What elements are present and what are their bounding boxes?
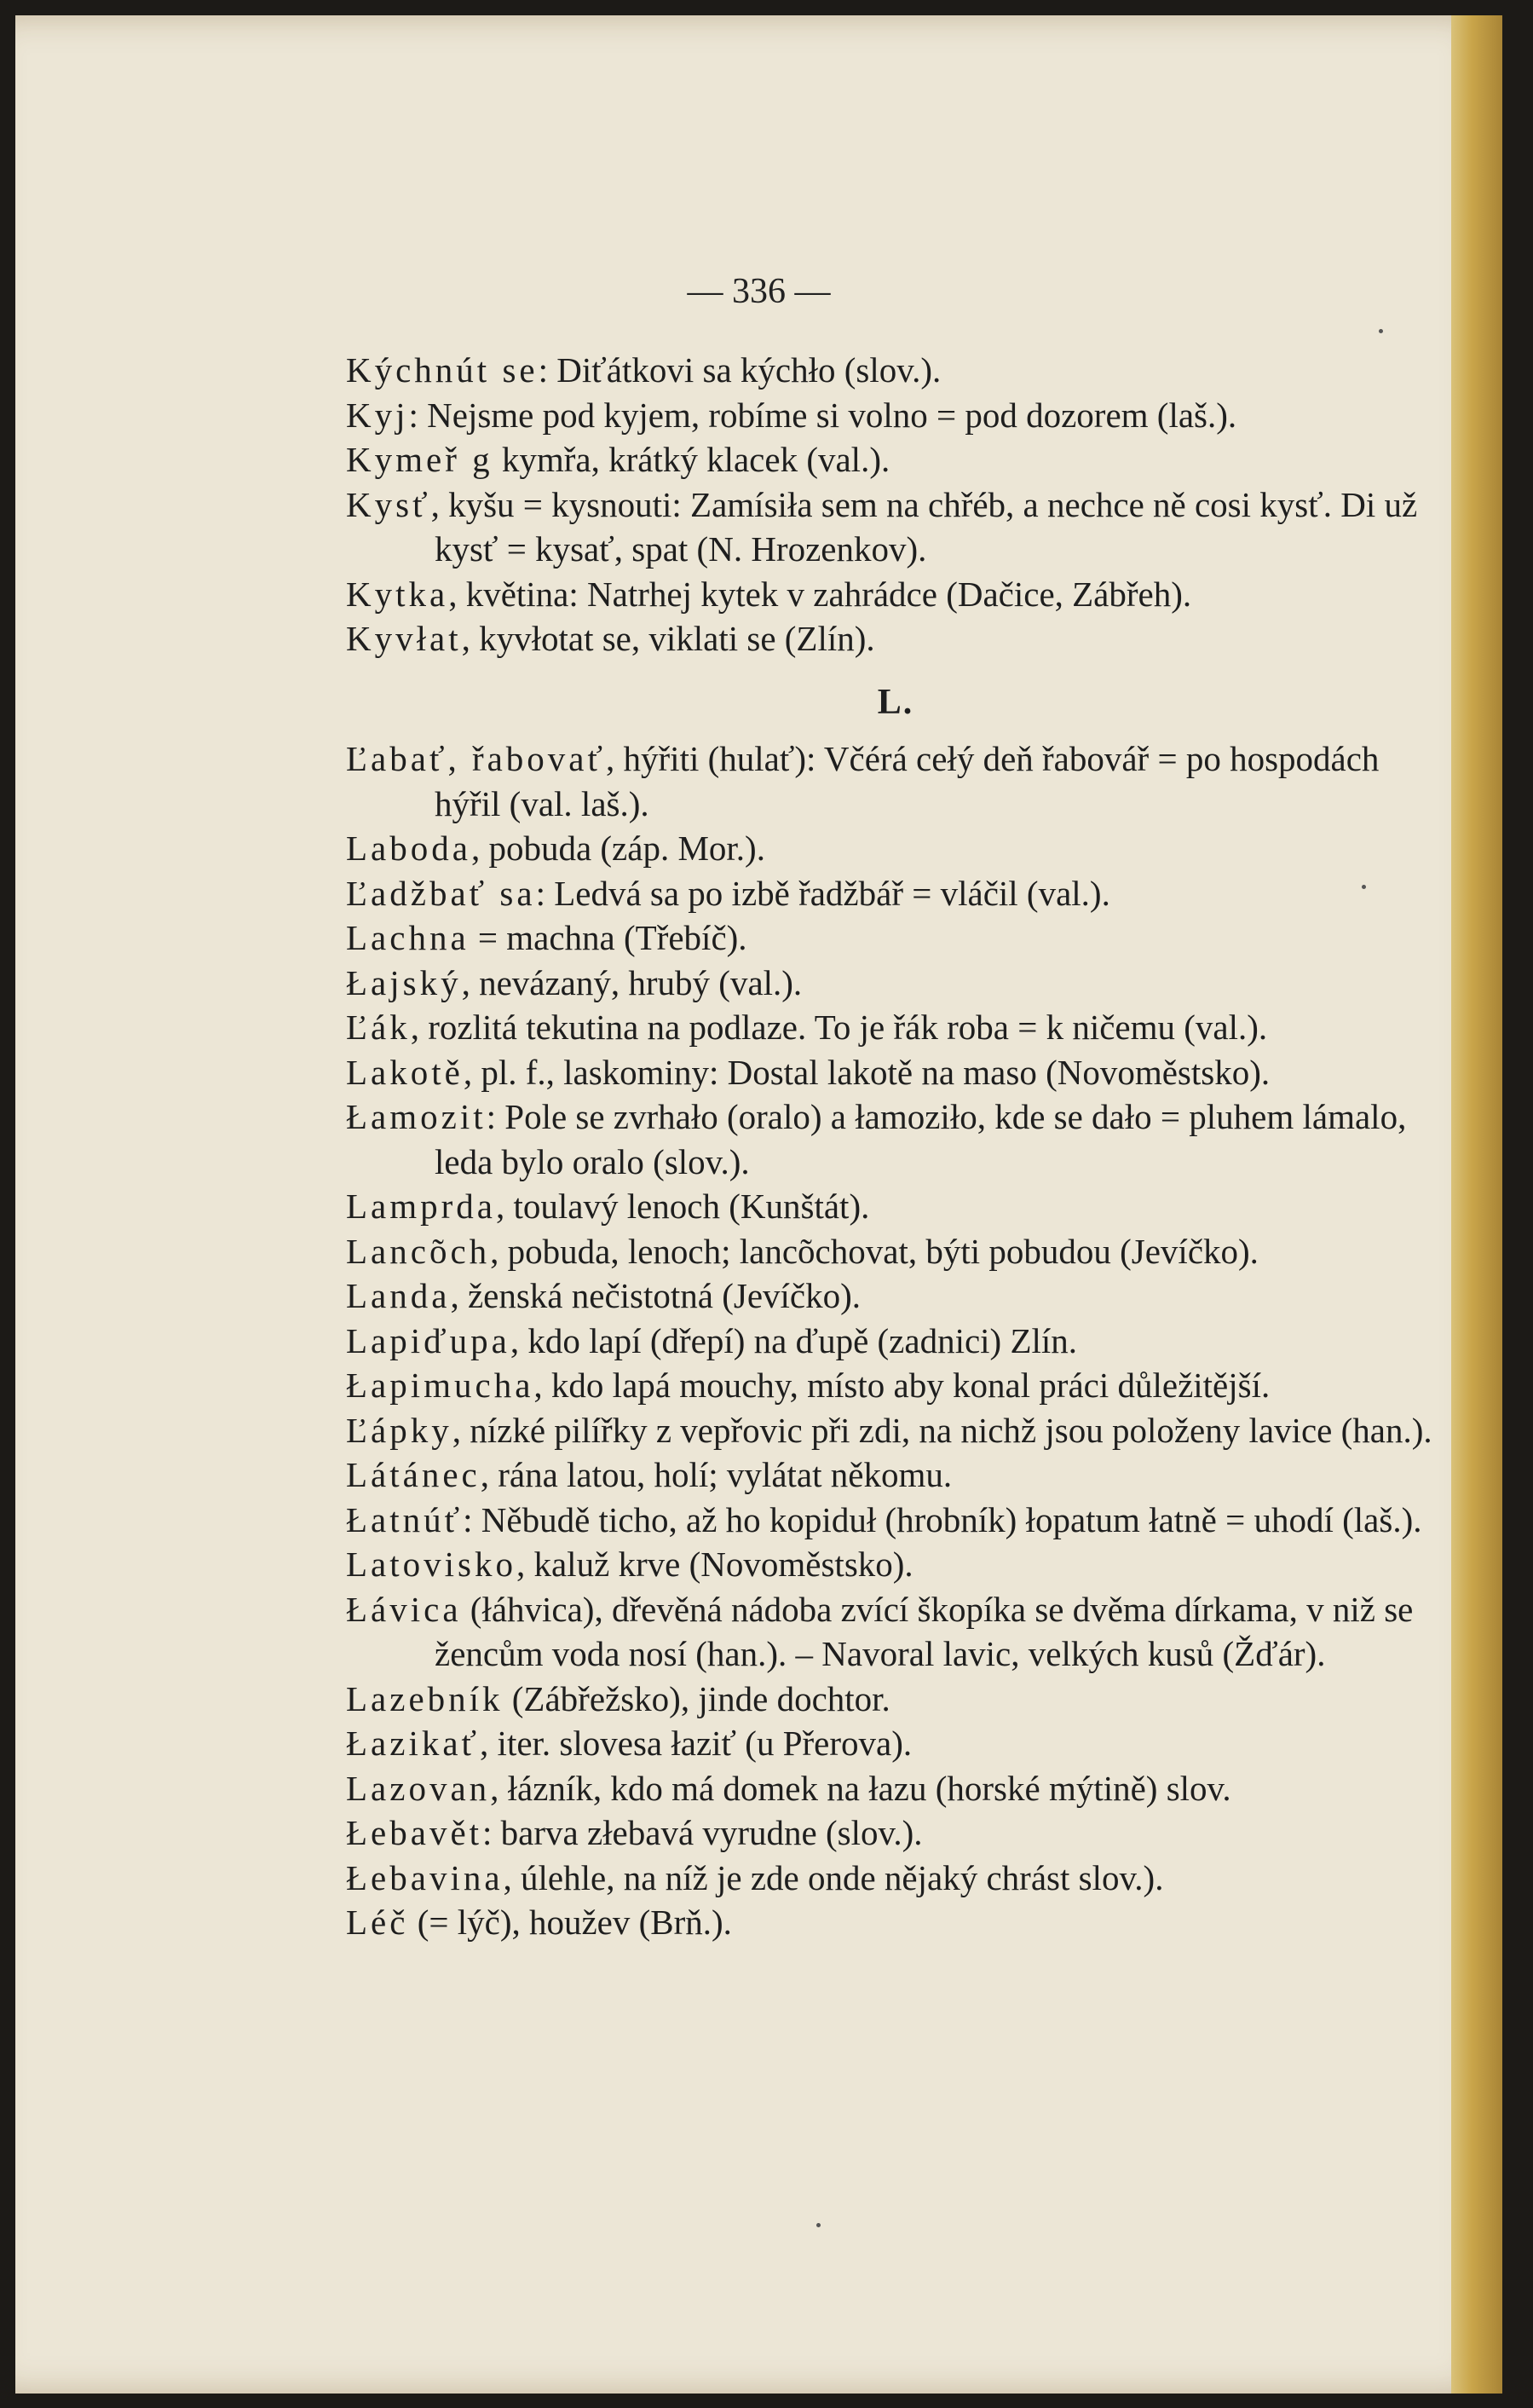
dictionary-entry <box>346 1587 1445 1677</box>
entry-definition: (= lýč), houžev (Brň.). <box>408 1903 732 1942</box>
dictionary-entry <box>346 572 1445 617</box>
entry-headword: Łazikať <box>346 1724 481 1763</box>
dictionary-entry <box>346 1498 1445 1543</box>
entry-headword: Laboda <box>346 829 471 868</box>
dictionary-text <box>346 348 1445 1945</box>
entry-definition: : Pole se zvrhało (oralo) a łamoziło, kde se dało = pluhem lámalo, leda bylo oralo (slov.). <box>435 1097 1407 1181</box>
entry-definition: , květina: Natrhej kytek v zahrádce (Dačice, Zábřeh). <box>448 574 1192 614</box>
dictionary-entry <box>346 961 1445 1006</box>
entry-headword: Kyvłat <box>346 619 462 658</box>
entry-headword: Łamozit <box>346 1097 487 1136</box>
page-edge <box>1451 15 1502 2394</box>
dictionary-entry <box>346 736 1445 826</box>
dictionary-entry <box>346 1005 1445 1050</box>
entry-definition: , úlehle, na níž je zde onde nějaký chrást slov.). <box>503 1857 1164 1897</box>
entry-definition: : barva złebavá vyrudne (slov.). <box>482 1813 923 1852</box>
entry-definition: , toulavý lenoch (Kunštát). <box>495 1187 870 1226</box>
entry-definition: = machna (Třebíč). <box>469 918 747 957</box>
entry-definition: : Diťátkovi sa kýchło (slov.). <box>538 350 942 390</box>
entry-headword: Łávica <box>346 1589 462 1629</box>
entry-definition: : Něbudě ticho, až ho kopiduł (hrobník) łopatum łatně = uhodí (laš.). <box>463 1499 1422 1539</box>
entry-definition: , nízké pilířky z vepřovic při zdi, na nichž jsou položeny lavice (han.). <box>452 1410 1432 1450</box>
entry-headword: Ľadžbať sa <box>346 873 536 913</box>
entry-definition: , rozlitá tekutina na podlaze. To je řák roba = k ničemu (val.). <box>410 1008 1268 1047</box>
entry-definition: , kaluž krve (Novoměstsko). <box>516 1545 913 1584</box>
entry-definition: : Ledvá sa po izbě řadžbář = vláčil (val.). <box>535 873 1110 913</box>
print-speck <box>1362 885 1366 889</box>
entry-definition: , nevázaný, hrubý (val.). <box>461 962 803 1002</box>
entry-definition: , pl. f., laskominy: Dostal lakotě na maso (Novoměstsko). <box>463 1052 1271 1092</box>
entry-definition: , iter. slovesa łaziť (u Přerova). <box>480 1724 913 1763</box>
dictionary-entry <box>346 1766 1445 1811</box>
entry-headword: Ľák <box>346 1008 411 1047</box>
entry-headword: Landa <box>346 1276 451 1315</box>
entry-headword: Lapiďupa <box>346 1320 510 1360</box>
entry-definition: , ženská nečistotná (Jevíčko). <box>450 1276 862 1315</box>
entry-headword: Lachna <box>346 918 470 957</box>
dictionary-entry <box>346 1184 1445 1229</box>
entry-headword: Kysť <box>346 484 431 524</box>
dictionary-entry <box>346 437 1445 482</box>
page-number: — 336 — <box>687 272 831 311</box>
dictionary-entry <box>346 393 1445 438</box>
entry-definition: , pobuda (záp. Mor.). <box>470 829 765 868</box>
entry-headword: Łapimucha <box>346 1366 534 1405</box>
entry-definition: , łázník, kdo má domek na łazu (horské mýtině) slov. <box>490 1768 1231 1808</box>
entry-definition: : Nejsme pod kyjem, robíme si volno = pod dozorem (laš.). <box>408 395 1237 435</box>
entry-headword: Lazebník <box>346 1678 504 1718</box>
dictionary-entry <box>346 1721 1445 1766</box>
dictionary-entry <box>346 1363 1445 1408</box>
print-speck <box>1379 329 1383 333</box>
entry-definition: , kdo lapí (dřepí) na ďupě (zadnici) Zlín. <box>510 1320 1078 1360</box>
entry-headword: Lazovan <box>346 1768 491 1808</box>
entry-headword: Łatnúť <box>346 1499 464 1539</box>
entry-definition: , pobuda, lenoch; lancõchovat, býti pobudou (Jevíčko). <box>490 1231 1259 1271</box>
entry-headword: Kytka <box>346 574 449 614</box>
dictionary-entry <box>346 1408 1445 1453</box>
entries-k-section <box>346 348 1445 661</box>
entry-headword: Lakotě <box>346 1052 464 1092</box>
print-speck <box>816 2223 821 2227</box>
entry-headword: Kyj <box>346 395 409 435</box>
entry-headword: Kýchnút se <box>346 350 539 390</box>
book-page <box>15 15 1502 2394</box>
dictionary-entry <box>346 1273 1445 1319</box>
dictionary-entry <box>346 616 1445 661</box>
entry-headword: Léč <box>346 1903 409 1942</box>
dictionary-entry <box>346 1229 1445 1274</box>
entry-definition: (Zábřežsko), jinde dochtor. <box>503 1678 890 1718</box>
dictionary-entry <box>346 1319 1445 1364</box>
entry-definition: (łáhvica), dřevěná nádoba zvící škopíka se dvěma dírkama, v niž se žencům voda nosí (han.). – Navoral lavic, velkých kusů (Žďár). <box>435 1589 1414 1673</box>
dictionary-entry <box>346 348 1445 393</box>
entry-headword: Kymeř g <box>346 440 493 479</box>
entry-definition: , kdo lapá mouchy, místo aby konal práci důležitější. <box>533 1366 1271 1405</box>
dictionary-entry <box>346 482 1445 572</box>
entry-headword: Łebavina <box>346 1857 504 1897</box>
entry-definition: , kyšu = kysnouti: Zamísiła sem na chřéb, a nechce ně cosi kysť. Di už kysť = kysať, spat (N. Hrozenkov). <box>430 484 1418 569</box>
entry-headword: Ľabať, řabovať <box>346 739 607 778</box>
entry-headword: Ľápky <box>346 1410 452 1450</box>
dictionary-entry <box>346 1452 1445 1498</box>
entry-definition: , hýřiti (hulať): Včérá cełý deň řabovář = po hospodách hýřil (val. laš.). <box>435 739 1380 823</box>
dictionary-entry <box>346 1094 1445 1184</box>
entry-definition: , kyvłotat se, viklati se (Zlín). <box>461 619 875 658</box>
dictionary-entry <box>346 915 1445 961</box>
dictionary-entry <box>346 1542 1445 1587</box>
entries-l-section <box>346 736 1445 1945</box>
entry-headword: Latovisko <box>346 1545 516 1584</box>
entry-headword: Látánec <box>346 1455 481 1494</box>
entry-definition: kymřa, krátký klacek (val.). <box>493 440 890 479</box>
dictionary-entry <box>346 1856 1445 1901</box>
entry-definition: , rána latou, holí; vylátat někomu. <box>480 1455 953 1494</box>
entry-headword: Łebavět <box>346 1813 483 1852</box>
entry-headword: Łajský <box>346 962 462 1002</box>
entry-headword: Lamprda <box>346 1187 496 1226</box>
dictionary-entry <box>346 826 1445 871</box>
dictionary-entry <box>346 1050 1445 1095</box>
section-heading: L. <box>877 682 914 722</box>
dictionary-entry <box>346 1900 1445 1945</box>
dictionary-entry <box>346 871 1445 916</box>
entry-headword: Lancõch <box>346 1231 491 1271</box>
dictionary-entry <box>346 1810 1445 1856</box>
dictionary-entry <box>346 1677 1445 1722</box>
